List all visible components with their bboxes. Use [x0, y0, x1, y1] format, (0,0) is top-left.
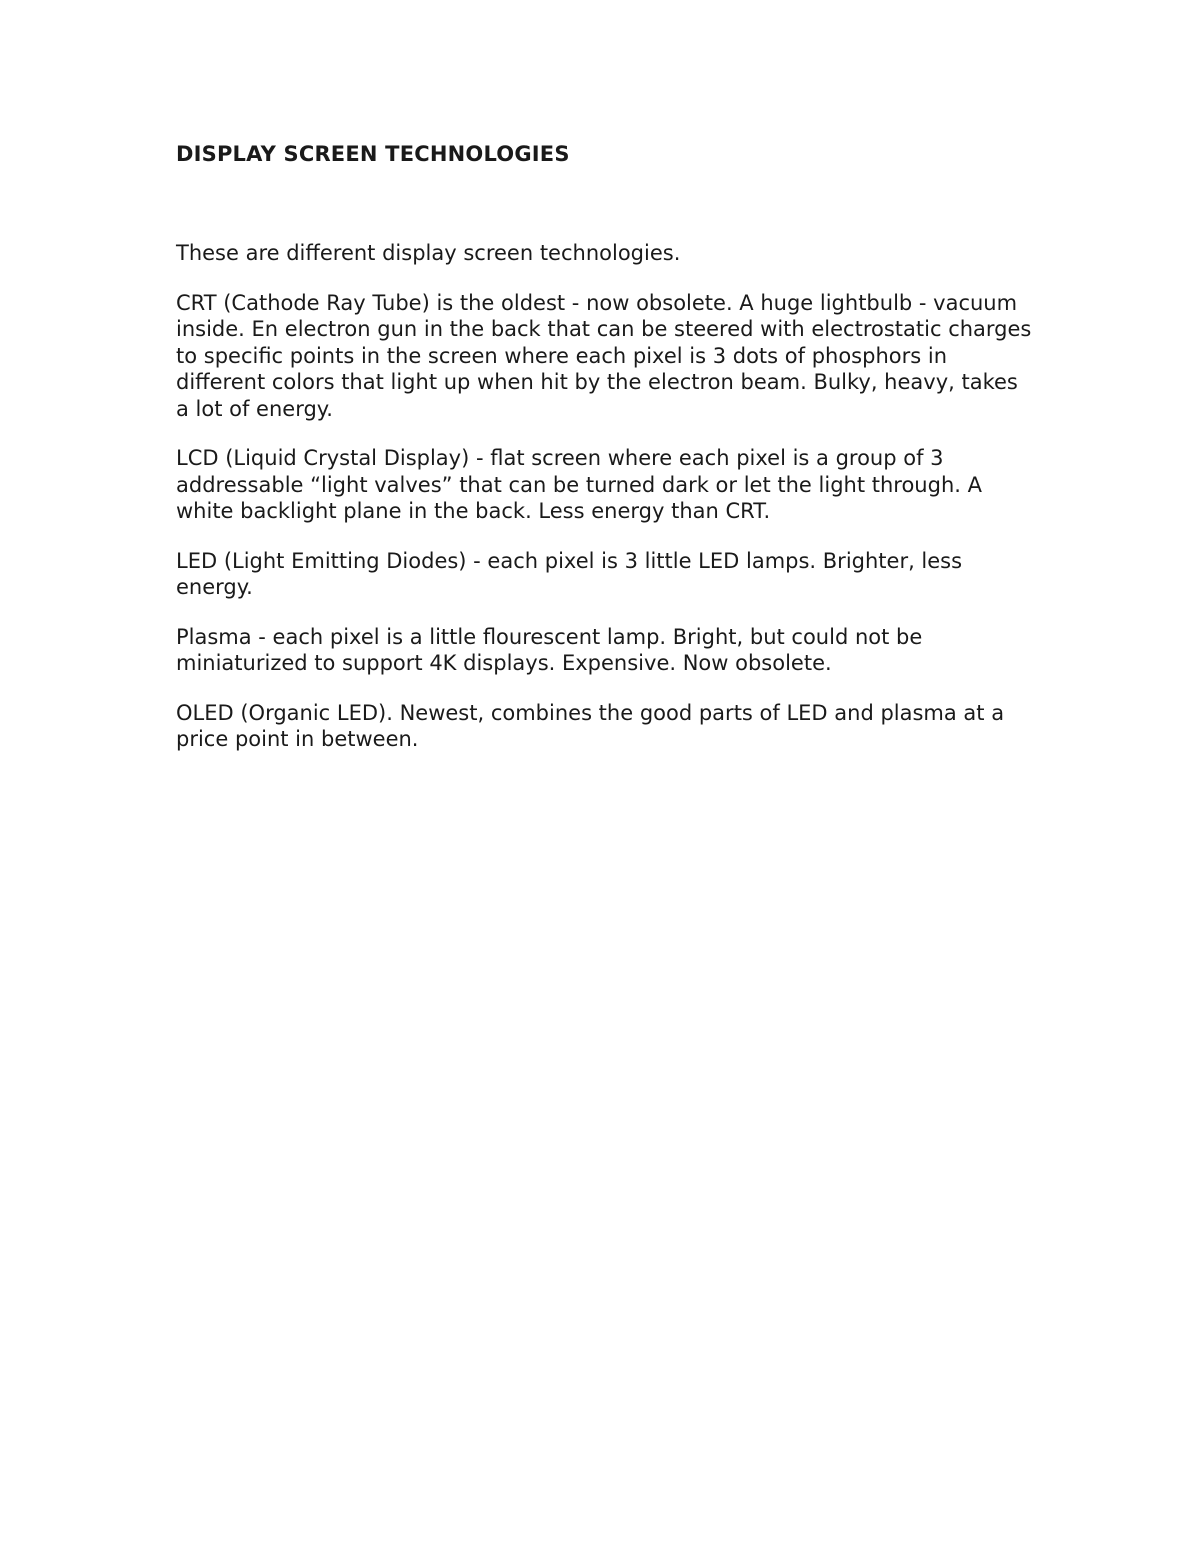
- paragraph-plasma: Plasma - each pixel is a little flourescent lamp. Bright, but could not be miniaturized to support 4K displays. Expensive. Now obsolete.: [176, 624, 923, 675]
- paragraph-list: [176, 240, 1036, 753]
- paragraph-oled: OLED (Organic LED). Newest, combines the good parts of LED and plasma at a price point in between.: [176, 700, 1005, 751]
- paragraph-lcd: LCD (Liquid Crystal Display) - flat screen where each pixel is a group of 3 addressable “light valves” that can be turned dark or let the light through. A white backlight plane in the back. Less energy than CRT.: [176, 446, 982, 523]
- document-body: [176, 140, 1036, 776]
- document-title: DISPLAY SCREEN TECHNOLOGIES: [176, 142, 570, 166]
- paragraph-led: LED (Light Emitting Diodes) - each pixel is 3 little LED lamps. Brighter, less energy.: [176, 548, 963, 599]
- paragraph-intro: These are different display screen technologies.: [176, 241, 681, 265]
- paragraph-crt: CRT (Cathode Ray Tube) is the oldest - now obsolete. A huge lightbulb - vacuum inside. En electron gun in the back that can be steered with electrostatic charges to specific points in the screen where each pixel is 3 dots of phosphors in different colors that light up when hit by the electron beam. Bulky, heavy, takes a lot of energy.: [176, 290, 1032, 421]
